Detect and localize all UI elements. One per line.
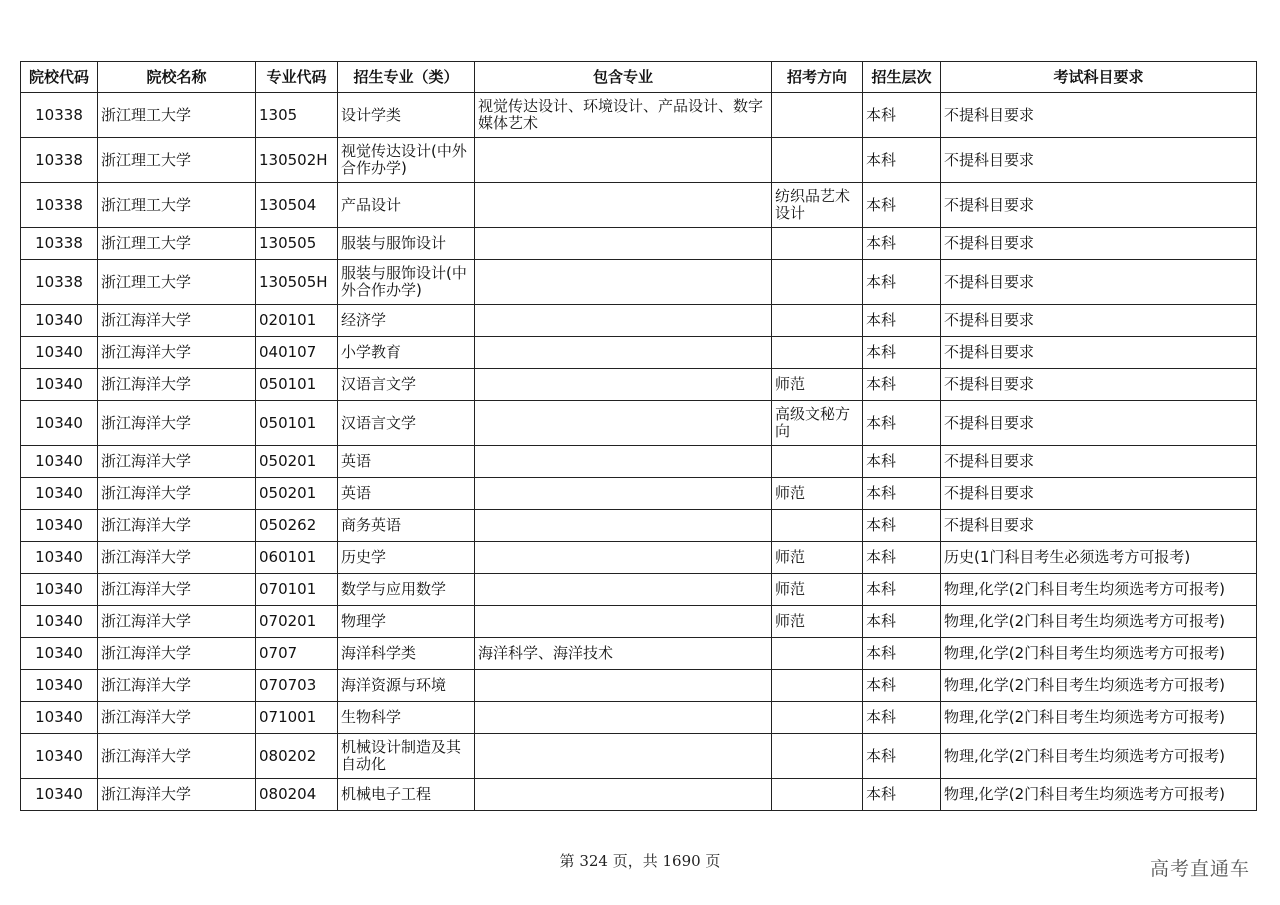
cell-direction: 师范 [772, 574, 863, 606]
cell-school-name: 浙江海洋大学 [98, 702, 256, 734]
cell-major-code: 080204 [256, 779, 338, 811]
cell-school-name: 浙江海洋大学 [98, 510, 256, 542]
cell-included-majors [475, 228, 772, 260]
cell-level: 本科 [863, 260, 941, 305]
admissions-table-container [20, 61, 1256, 811]
cell-included-majors [475, 478, 772, 510]
cell-major-category: 机械电子工程 [338, 779, 475, 811]
cell-school-code: 10340 [21, 305, 98, 337]
table-row [21, 702, 1257, 734]
cell-school-name: 浙江海洋大学 [98, 369, 256, 401]
cell-included-majors [475, 183, 772, 228]
cell-level: 本科 [863, 638, 941, 670]
cell-subject-requirements: 物理,化学(2门科目考生均须选考方可报考) [941, 702, 1257, 734]
cell-direction: 师范 [772, 542, 863, 574]
cell-included-majors [475, 369, 772, 401]
cell-school-name: 浙江海洋大学 [98, 478, 256, 510]
cell-subject-requirements: 不提科目要求 [941, 183, 1257, 228]
header-included-majors: 包含专业 [475, 62, 772, 93]
header-school-code: 院校代码 [21, 62, 98, 93]
cell-major-category: 汉语言文学 [338, 369, 475, 401]
cell-school-name: 浙江海洋大学 [98, 779, 256, 811]
cell-included-majors [475, 401, 772, 446]
cell-direction [772, 305, 863, 337]
cell-level: 本科 [863, 369, 941, 401]
cell-major-code: 080202 [256, 734, 338, 779]
cell-direction [772, 93, 863, 138]
cell-school-name: 浙江海洋大学 [98, 606, 256, 638]
table-row [21, 670, 1257, 702]
cell-major-category: 物理学 [338, 606, 475, 638]
cell-school-code: 10340 [21, 542, 98, 574]
cell-major-code: 020101 [256, 305, 338, 337]
cell-direction [772, 638, 863, 670]
cell-school-code: 10340 [21, 401, 98, 446]
cell-school-code: 10338 [21, 260, 98, 305]
cell-school-name: 浙江海洋大学 [98, 670, 256, 702]
header-major-category: 招生专业（类） [338, 62, 475, 93]
cell-subject-requirements: 不提科目要求 [941, 260, 1257, 305]
cell-level: 本科 [863, 337, 941, 369]
cell-level: 本科 [863, 478, 941, 510]
cell-major-category: 英语 [338, 446, 475, 478]
cell-school-code: 10340 [21, 446, 98, 478]
cell-school-code: 10340 [21, 337, 98, 369]
page-number: 第 324 页，共 1690 页 [559, 852, 721, 870]
table-row [21, 542, 1257, 574]
table-row [21, 606, 1257, 638]
cell-subject-requirements: 不提科目要求 [941, 478, 1257, 510]
watermark-text: 高考直通车 [1149, 858, 1250, 880]
cell-major-category: 产品设计 [338, 183, 475, 228]
cell-major-code: 071001 [256, 702, 338, 734]
cell-included-majors: 视觉传达设计、环境设计、产品设计、数字媒体艺术 [475, 93, 772, 138]
cell-direction: 高级文秘方向 [772, 401, 863, 446]
header-major-code: 专业代码 [256, 62, 338, 93]
cell-school-code: 10340 [21, 606, 98, 638]
cell-school-name: 浙江海洋大学 [98, 401, 256, 446]
cell-level: 本科 [863, 510, 941, 542]
cell-school-code: 10340 [21, 670, 98, 702]
table-row [21, 638, 1257, 670]
cell-school-name: 浙江海洋大学 [98, 734, 256, 779]
cell-major-code: 070703 [256, 670, 338, 702]
cell-level: 本科 [863, 93, 941, 138]
cell-included-majors [475, 510, 772, 542]
cell-included-majors [475, 337, 772, 369]
table-row [21, 510, 1257, 542]
cell-major-code: 050101 [256, 401, 338, 446]
cell-major-code: 0707 [256, 638, 338, 670]
cell-school-name: 浙江理工大学 [98, 138, 256, 183]
cell-major-category: 商务英语 [338, 510, 475, 542]
cell-level: 本科 [863, 446, 941, 478]
cell-school-name: 浙江海洋大学 [98, 574, 256, 606]
cell-major-code: 130504 [256, 183, 338, 228]
cell-school-name: 浙江海洋大学 [98, 446, 256, 478]
cell-major-code: 060101 [256, 542, 338, 574]
cell-subject-requirements: 不提科目要求 [941, 337, 1257, 369]
cell-subject-requirements: 不提科目要求 [941, 510, 1257, 542]
table-body [21, 93, 1257, 811]
cell-direction: 纺织品艺术设计 [772, 183, 863, 228]
cell-level: 本科 [863, 734, 941, 779]
cell-school-name: 浙江海洋大学 [98, 337, 256, 369]
table-row [21, 574, 1257, 606]
cell-school-name: 浙江理工大学 [98, 228, 256, 260]
cell-school-name: 浙江海洋大学 [98, 305, 256, 337]
cell-school-code: 10338 [21, 93, 98, 138]
cell-major-code: 040107 [256, 337, 338, 369]
cell-direction [772, 510, 863, 542]
cell-major-category: 海洋科学类 [338, 638, 475, 670]
header-direction: 招考方向 [772, 62, 863, 93]
cell-major-category: 服装与服饰设计(中外合作办学) [338, 260, 475, 305]
table-row [21, 734, 1257, 779]
cell-subject-requirements: 物理,化学(2门科目考生均须选考方可报考) [941, 670, 1257, 702]
cell-major-code: 050201 [256, 446, 338, 478]
cell-included-majors: 海洋科学、海洋技术 [475, 638, 772, 670]
cell-level: 本科 [863, 305, 941, 337]
cell-included-majors [475, 734, 772, 779]
cell-level: 本科 [863, 574, 941, 606]
table-row [21, 401, 1257, 446]
table-row [21, 260, 1257, 305]
cell-major-code: 1305 [256, 93, 338, 138]
table-row [21, 93, 1257, 138]
cell-included-majors [475, 574, 772, 606]
cell-major-category: 数学与应用数学 [338, 574, 475, 606]
cell-school-name: 浙江海洋大学 [98, 542, 256, 574]
cell-level: 本科 [863, 779, 941, 811]
cell-major-category: 经济学 [338, 305, 475, 337]
cell-school-name: 浙江理工大学 [98, 93, 256, 138]
cell-included-majors [475, 260, 772, 305]
cell-major-code: 130502H [256, 138, 338, 183]
table-row [21, 337, 1257, 369]
cell-major-category: 服装与服饰设计 [338, 228, 475, 260]
cell-school-code: 10340 [21, 734, 98, 779]
table-row [21, 305, 1257, 337]
cell-major-category: 生物科学 [338, 702, 475, 734]
cell-major-category: 机械设计制造及其自动化 [338, 734, 475, 779]
cell-level: 本科 [863, 401, 941, 446]
cell-subject-requirements: 物理,化学(2门科目考生均须选考方可报考) [941, 638, 1257, 670]
cell-major-code: 050101 [256, 369, 338, 401]
cell-included-majors [475, 305, 772, 337]
cell-major-category: 历史学 [338, 542, 475, 574]
cell-school-code: 10340 [21, 574, 98, 606]
cell-major-category: 设计学类 [338, 93, 475, 138]
cell-major-code: 130505H [256, 260, 338, 305]
cell-major-category: 视觉传达设计(中外合作办学) [338, 138, 475, 183]
cell-major-code: 130505 [256, 228, 338, 260]
cell-school-name: 浙江海洋大学 [98, 638, 256, 670]
cell-level: 本科 [863, 702, 941, 734]
cell-subject-requirements: 不提科目要求 [941, 401, 1257, 446]
cell-subject-requirements: 物理,化学(2门科目考生均须选考方可报考) [941, 779, 1257, 811]
cell-direction [772, 138, 863, 183]
cell-school-code: 10340 [21, 779, 98, 811]
cell-included-majors [475, 779, 772, 811]
cell-school-code: 10340 [21, 478, 98, 510]
header-subject-requirements: 考试科目要求 [941, 62, 1257, 93]
cell-level: 本科 [863, 670, 941, 702]
header-level: 招生层次 [863, 62, 941, 93]
cell-subject-requirements: 物理,化学(2门科目考生均须选考方可报考) [941, 574, 1257, 606]
cell-direction [772, 734, 863, 779]
cell-school-code: 10340 [21, 369, 98, 401]
cell-major-category: 海洋资源与环境 [338, 670, 475, 702]
admissions-table [20, 61, 1257, 811]
cell-school-code: 10338 [21, 138, 98, 183]
cell-included-majors [475, 670, 772, 702]
cell-included-majors [475, 446, 772, 478]
table-row [21, 478, 1257, 510]
cell-level: 本科 [863, 542, 941, 574]
cell-major-category: 汉语言文学 [338, 401, 475, 446]
cell-level: 本科 [863, 138, 941, 183]
cell-subject-requirements: 不提科目要求 [941, 138, 1257, 183]
table-header-row [21, 62, 1257, 93]
cell-major-category: 小学教育 [338, 337, 475, 369]
cell-school-name: 浙江理工大学 [98, 183, 256, 228]
cell-subject-requirements: 不提科目要求 [941, 228, 1257, 260]
cell-subject-requirements: 物理,化学(2门科目考生均须选考方可报考) [941, 606, 1257, 638]
cell-subject-requirements: 不提科目要求 [941, 305, 1257, 337]
cell-major-code: 070101 [256, 574, 338, 606]
cell-direction [772, 702, 863, 734]
table-row [21, 228, 1257, 260]
cell-major-code: 070201 [256, 606, 338, 638]
header-school-name: 院校名称 [98, 62, 256, 93]
cell-major-code: 050201 [256, 478, 338, 510]
cell-direction [772, 779, 863, 811]
cell-school-code: 10340 [21, 510, 98, 542]
cell-school-code: 10338 [21, 183, 98, 228]
table-row [21, 446, 1257, 478]
table-row [21, 779, 1257, 811]
cell-direction: 师范 [772, 478, 863, 510]
cell-direction [772, 446, 863, 478]
table-row [21, 138, 1257, 183]
cell-school-code: 10340 [21, 638, 98, 670]
cell-direction [772, 228, 863, 260]
cell-school-name: 浙江理工大学 [98, 260, 256, 305]
cell-major-category: 英语 [338, 478, 475, 510]
cell-subject-requirements: 物理,化学(2门科目考生均须选考方可报考) [941, 734, 1257, 779]
cell-school-code: 10340 [21, 702, 98, 734]
table-row [21, 183, 1257, 228]
cell-level: 本科 [863, 183, 941, 228]
cell-subject-requirements: 历史(1门科目考生必须选考方可报考) [941, 542, 1257, 574]
cell-major-code: 050262 [256, 510, 338, 542]
cell-direction: 师范 [772, 369, 863, 401]
cell-included-majors [475, 606, 772, 638]
cell-direction [772, 670, 863, 702]
cell-school-code: 10338 [21, 228, 98, 260]
cell-included-majors [475, 138, 772, 183]
cell-level: 本科 [863, 228, 941, 260]
table-row [21, 369, 1257, 401]
cell-subject-requirements: 不提科目要求 [941, 93, 1257, 138]
cell-direction: 师范 [772, 606, 863, 638]
cell-subject-requirements: 不提科目要求 [941, 446, 1257, 478]
cell-direction [772, 260, 863, 305]
cell-included-majors [475, 702, 772, 734]
cell-subject-requirements: 不提科目要求 [941, 369, 1257, 401]
cell-level: 本科 [863, 606, 941, 638]
cell-included-majors [475, 542, 772, 574]
cell-direction [772, 337, 863, 369]
